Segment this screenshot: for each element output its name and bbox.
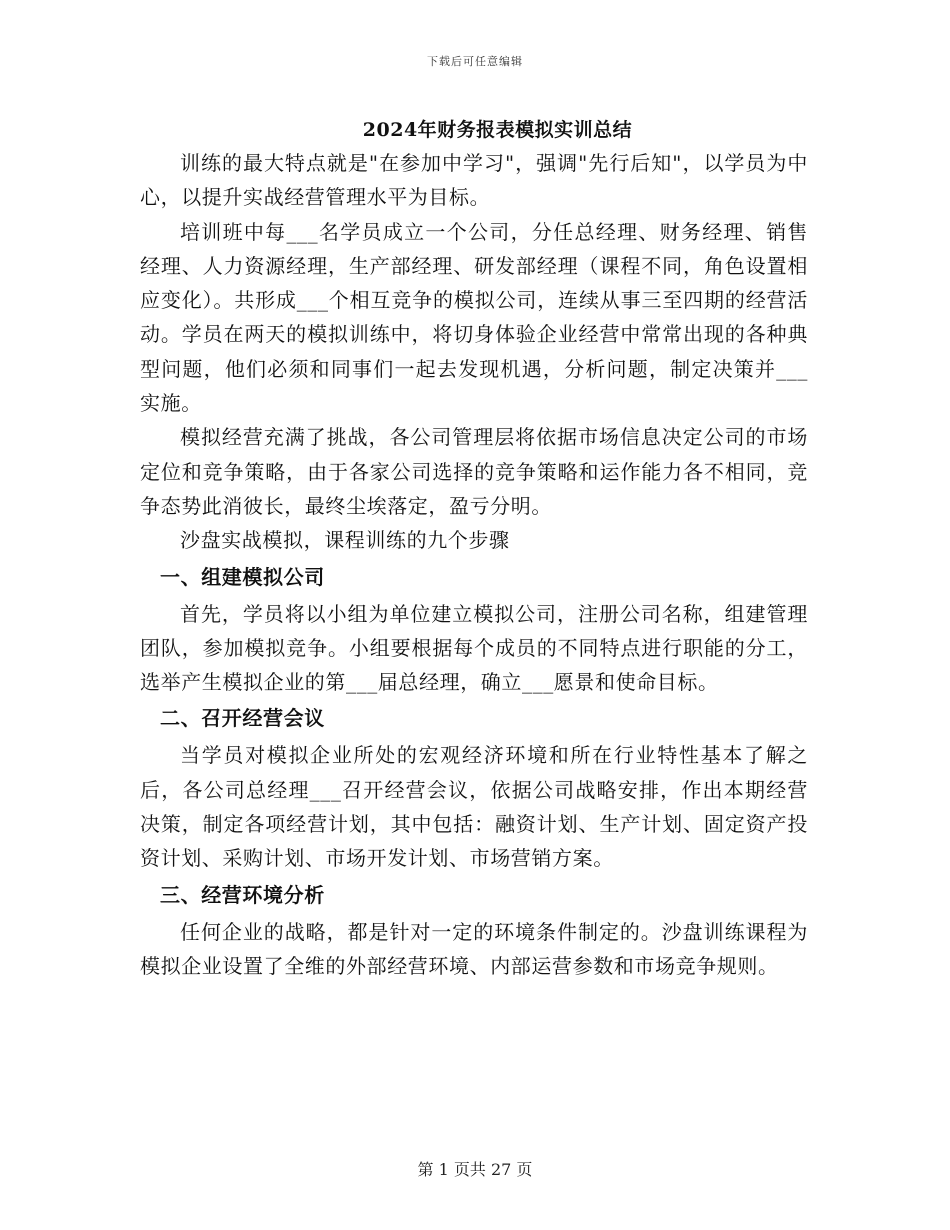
- page-footer: 第 1 页共 27 页: [417, 1160, 533, 1179]
- paragraph: 沙盘实战模拟，课程训练的九个步骤: [180, 528, 510, 553]
- section-heading: 一、组建模拟公司: [160, 564, 325, 589]
- paragraph: 训练的最大特点就是"在参加中学习"，强调"先行后知"，以学员为中心，以提升实战经营管理水平为目标。: [140, 151, 808, 210]
- document-title: 2024年财务报表模拟实训总结: [362, 119, 633, 141]
- section-paragraph: 当学员对模拟企业所处的宏观经济环境和所在行业特性基本了解之后，各公司总经理___召开经营会议，依据公司战略安排，作出本期经营决策，制定各项经营计划，其中包括：融资计划、生产计划、固定资产投资计划、采购计划、市场开发计划、市场营销方案。: [140, 743, 808, 871]
- section-heading: 三、经营环境分析: [160, 882, 325, 907]
- document-body: [140, 146, 808, 983]
- section-paragraph: 任何企业的战略，都是针对一定的环境条件制定的。沙盘训练课程为模拟企业设置了全维的外部经营环境、内部运营参数和市场竞争规则。: [140, 919, 808, 978]
- section-heading: 二、召开经营会议: [160, 706, 325, 731]
- section-paragraph: 首先，学员将以小组为单位建立模拟公司，注册公司名称，组建管理团队，参加模拟竞争。小组要根据每个成员的不同特点进行职能的分工，选举产生模拟企业的第___届总经理，确立___愿景和使命目标。: [140, 601, 808, 695]
- page-header: 下载后可任意编辑: [427, 55, 523, 68]
- paragraph: 培训班中每___名学员成立一个公司，分任总经理、财务经理、销售经理、人力资源经理，生产部经理、研发部经理（课程不同，角色设置相应变化）。共形成___个相互竞争的模拟公司，连续从事三至四期的经营活动。学员在两天的模拟训练中，将切身体验企业经营中常常出现的各种典型问题，他们必须和同事们一起去发现机遇，分析问题，制定决策并___实施。: [140, 219, 808, 416]
- paragraph: 模拟经营充满了挑战，各公司管理层将依据市场信息决定公司的市场定位和竞争策略，由于各家公司选择的竞争策略和运作能力各不相同，竞争态势此消彼长，最终尘埃落定，盈亏分明。: [140, 425, 808, 518]
